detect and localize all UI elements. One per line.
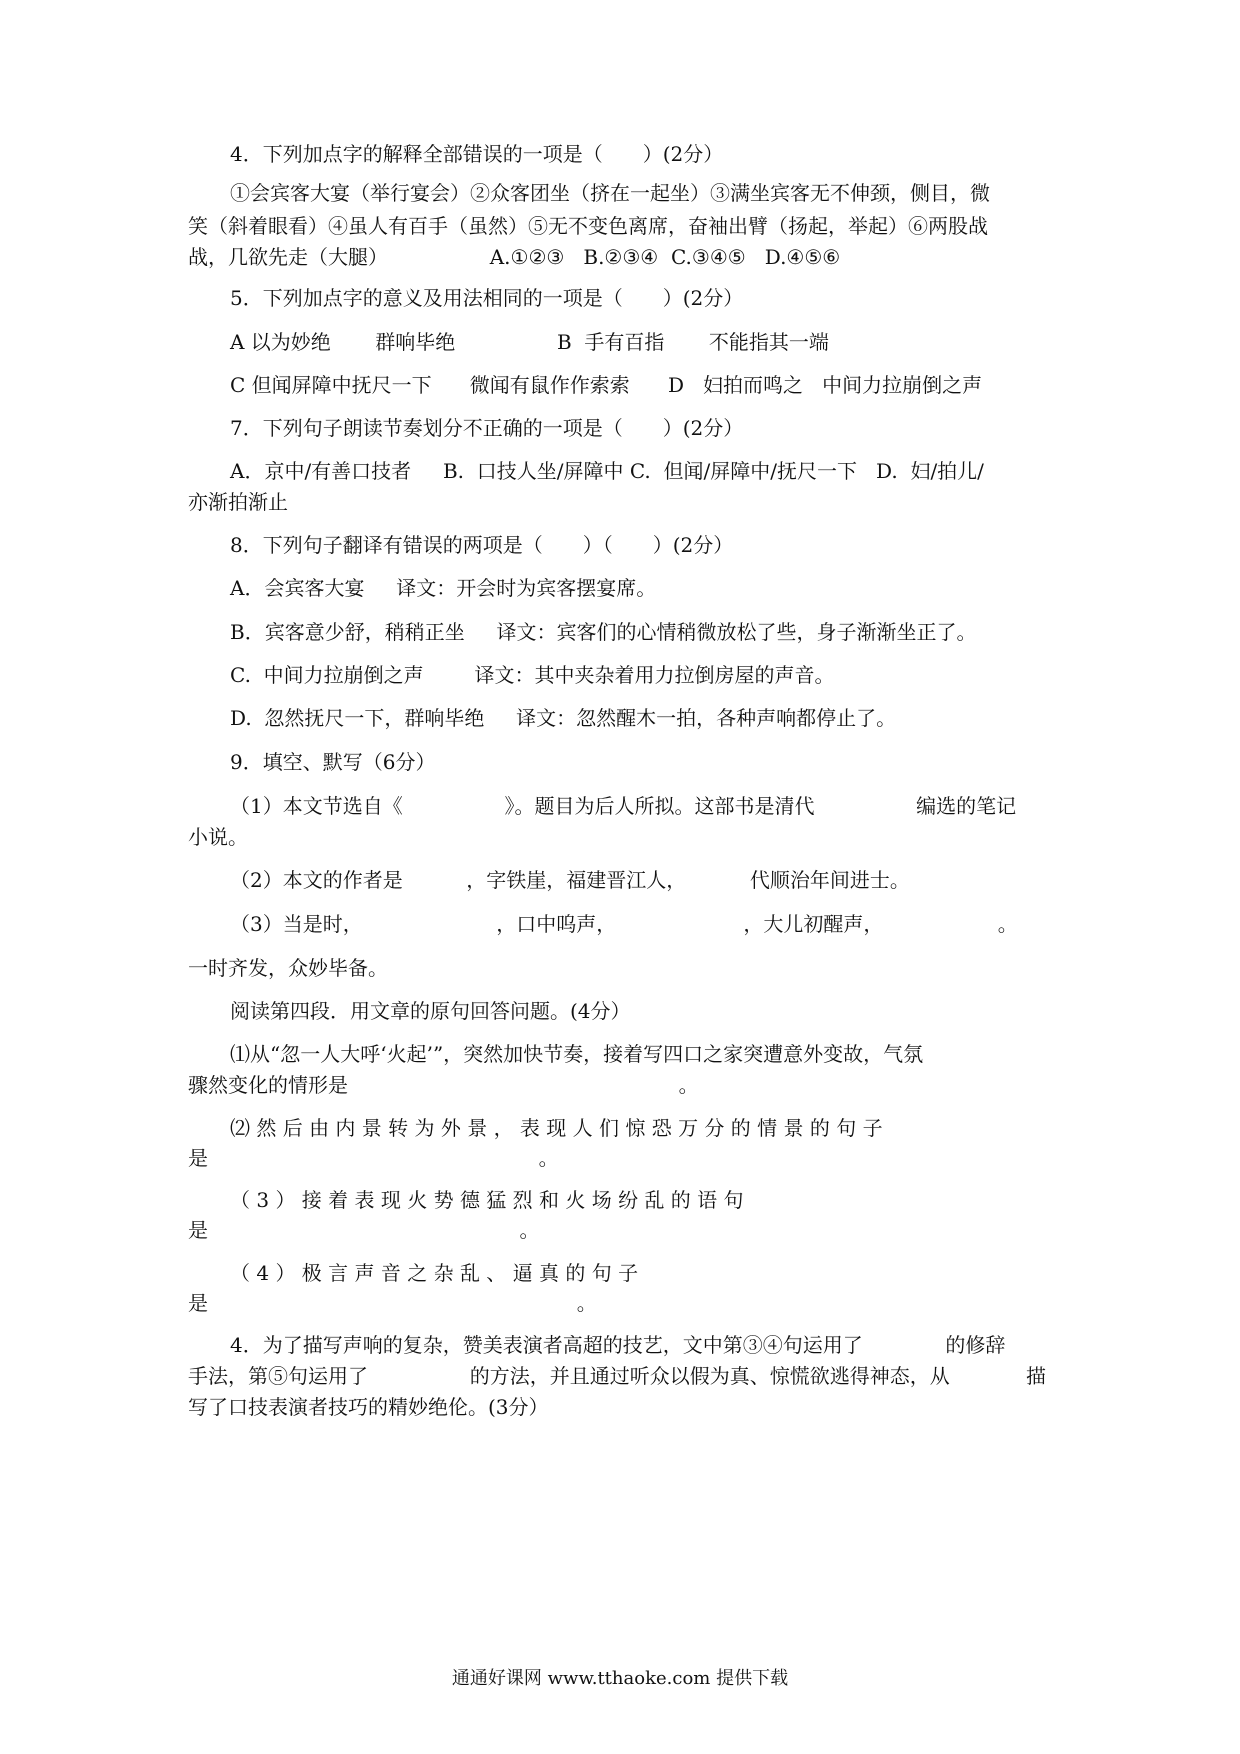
fill-blank-3-continued: 一时齐发，众妙毕备。 [188,956,388,980]
question-4-options-line: 战，几欲先走（大腿） A.①②③ B.②③④ C.③④⑤ D.④⑤⑥ [188,245,841,269]
reading-question-4-continued: 是 。 [188,1291,597,1315]
question-8-option-b: B．宾客意少舒，稍稍正坐 译文：宾客们的心情稍微放松了些，身子渐渐坐正了。 [230,620,977,644]
reading-question-2: ⑵ 然 后 由 内 景 转 为 外 景 ， 表 现 人 们 惊 恐 万 分 的 情 景 的 句 子 [230,1116,883,1140]
reading-question-2-continued: 是 。 [188,1146,559,1170]
question-4-text-line: 笑（斜着眼看）④虽人有百手（虽然）⑤无不变色离席，奋袖出臂（扬起，举起）⑥两股战 [188,214,988,238]
reading-question-3-continued: 是 。 [188,1218,540,1242]
reading-question-4: （ 4 ） 极 言 声 音 之 杂 乱 、 逼 真 的 句 子 [230,1261,639,1285]
reading-section-heading: 阅读第四段．用文章的原句回答问题。(4分） [230,999,631,1023]
question-4-text-line: ①会宾客大宴（举行宴会）②众客团坐（挤在一起坐）③满坐宾客无不伸颈，侧目，微 [230,181,990,205]
question-5-options-ab: A 以为妙绝 群响毕绝 B 手有百指 不能指其一端 [230,330,829,354]
question-7-stem: 7．下列句子朗读节奏划分不正确的一项是（ ）(2分） [230,416,744,440]
question-5-stem: 5．下列加点字的意义及用法相同的一项是（ ）(2分） [230,286,744,310]
question-4-stem: 4．下列加点字的解释全部错误的一项是（ ）(2分） [230,142,724,166]
fill-blank-3: （3）当是时， ，口中呜声， ，大儿初醒声， 。 [230,912,1018,936]
question-9-stem: 9．填空、默写（6分） [230,750,436,774]
question-8-option-a: A．会宾客大宴 译文：开会时为宾客摆宴席。 [230,576,657,600]
fill-blank-1: （1）本文节选自《 》。题目为后人所拟。这部书是清代 编选的笔记 [230,794,1017,818]
page-footer: 通通好课网 www.tthaoke.com 提供下载 [451,1668,789,1689]
fill-blank-2: （2）本文的作者是 ，字铁崖，福建晋江人， 代顺治年间进士。 [230,868,910,892]
question-7-options-continued: 亦渐拍渐止 [188,490,288,514]
question-5-options-cd: C 但闻屏障中抚尺一下 微闻有鼠作作索索 D 妇拍而鸣之 中间力拉崩倒之声 [230,373,983,397]
question-7-options: A．京中/有善口技者 B. 口技人坐/屏障中 C. 但闻/屏障中/抚尺一下 D. 妇/拍儿/ [230,459,984,483]
question-8-stem: 8．下列句子翻译有错误的两项是（ ）（ ）(2分） [230,533,734,557]
rhetoric-question: 4．为了描写声响的复杂，赞美表演者高超的技艺，文中第③④句运用了 的修辞 [230,1333,1006,1357]
reading-question-1: ⑴从“忽一人大呼‘火起’”，突然加快节奏，接着写四口之家突遭意外变故，气氛 [230,1042,924,1066]
reading-question-1-continued: 骤然变化的情形是 。 [188,1073,699,1097]
question-8-option-d: D. 忽然抚尺一下，群响毕绝 译文：忽然醒木一拍，各种声响都停止了。 [230,706,897,730]
reading-question-3: （ 3 ） 接 着 表 现 火 势 德 猛 烈 和 火 场 纷 乱 的 语 句 [230,1188,744,1212]
question-8-option-c: C. 中间力拉崩倒之声 译文：其中夹杂着用力拉倒房屋的声音。 [230,663,835,687]
rhetoric-question-continued: 手法，第⑤句运用了 的方法，并且通过听众以假为真、惊慌欲逃得神态，从 描 [188,1364,1047,1388]
rhetoric-question-continued: 写了口技表演者技巧的精妙绝伦。(3分） [188,1395,549,1419]
fill-blank-1-continued: 小说。 [188,825,248,849]
